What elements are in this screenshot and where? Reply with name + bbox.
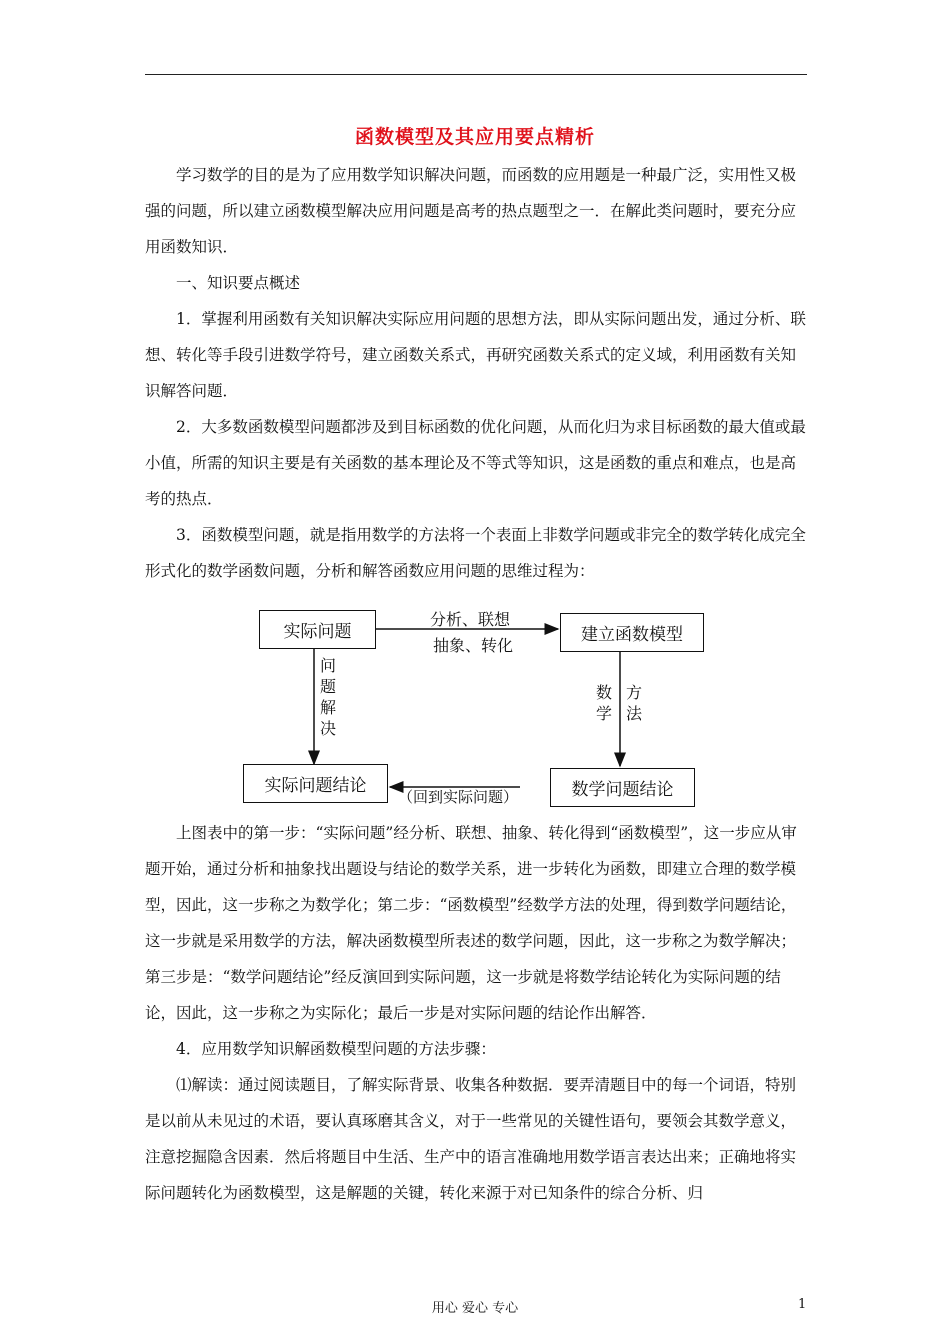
body-block (145, 815, 807, 1211)
process-diagram (240, 600, 710, 810)
box-practical-conclusion: 实际问题结论 (243, 764, 388, 803)
footer-motto: 用心 爱心 专心 (431, 1301, 519, 1316)
intro-block (145, 157, 807, 589)
label-abstract: 抽象、转化 (433, 636, 514, 655)
intro-paragraph: 学习数学的目的是为了应用数学知识解决问题，而函数的应用题是一种最广泛，实用性又极强的问题，所以建立函数模型解决应用问题是高考的热点题型之一．在解此类问题时，要充分应用函数知识． (145, 166, 797, 256)
box-math-conclusion: 数学问题结论 (550, 768, 695, 807)
label-analyze: 分析、联想 (430, 610, 511, 629)
label-problem-solve: 问题解决 (320, 656, 337, 738)
label-method: 方法 (626, 683, 643, 723)
item-1: 1．掌握利用函数有关知识解决实际应用问题的思想方法，即从实际问题出发，通过分析、联想、转化等手段引进数学符号，建立函数关系式，再研究函数关系式的定义域，利用函数有关知识解答问题． (145, 310, 806, 400)
item-4-1: ⑴解读：通过阅读题目，了解实际背景、收集各种数据．要弄清题目中的每一个词语，特别是以前从未见过的术语，要认真琢磨其含义，对于一些常见的关键性语句，要领会其数学意义，注意挖掘隐含因素．然后将题目中生活、生产中的语言准确地用数学语言表达出来；正确地将实际问题转化为函数模型，这是解题的关键，转化来源于对已知条件的综合分析、归 (145, 1076, 797, 1202)
label-math: 数学 (596, 683, 613, 723)
section-heading: 一、知识要点概述 (176, 274, 301, 292)
page-number: 1 (798, 1297, 807, 1312)
steps-paragraph: 上图表中的第一步：“实际问题”经分析、联想、抽象、转化得到“函数模型”，这一步应从审题开始，通过分析和抽象找出题设与结论的数学关系，进一步转化为函数，即建立合理的数学模型，因此，这一步称之为数学化；第二步：“函数模型”经数学方法的处理，得到数学问题结论，这一步就是采用数学的方法，解决函数模型所表述的数学问题，因此，这一步称之为数学解决；第三步是：“数学问题结论”经反演回到实际问题，这一步就是将数学结论转化为实际问题的结论，因此，这一步称之为实际化；最后一步是对实际问题的结论作出解答． (145, 824, 797, 1022)
item-3: 3．函数模型问题，就是指用数学的方法将一个表面上非数学问题或非完全的数学转化成完全形式化的数学函数问题，分析和解答函数应用问题的思维过程为： (145, 526, 806, 580)
box-practical-problem: 实际问题 (259, 610, 376, 649)
box-function-model: 建立函数模型 (560, 613, 704, 652)
page-title: 函数模型及其应用要点精析 (354, 126, 595, 148)
header-rule (145, 74, 807, 75)
label-return-text: 回到实际问题 (413, 788, 504, 806)
item-4: 4．应用数学知识解函数模型问题的方法步骤： (176, 1040, 496, 1058)
label-return: （回到实际问题） (398, 788, 519, 806)
item-2: 2．大多数函数模型问题都涉及到目标函数的优化问题，从而化归为求目标函数的最大值或最小值，所需的知识主要是有关函数的基本理论及不等式等知识，这是函数的重点和难点，也是高考的热点． (145, 418, 806, 508)
